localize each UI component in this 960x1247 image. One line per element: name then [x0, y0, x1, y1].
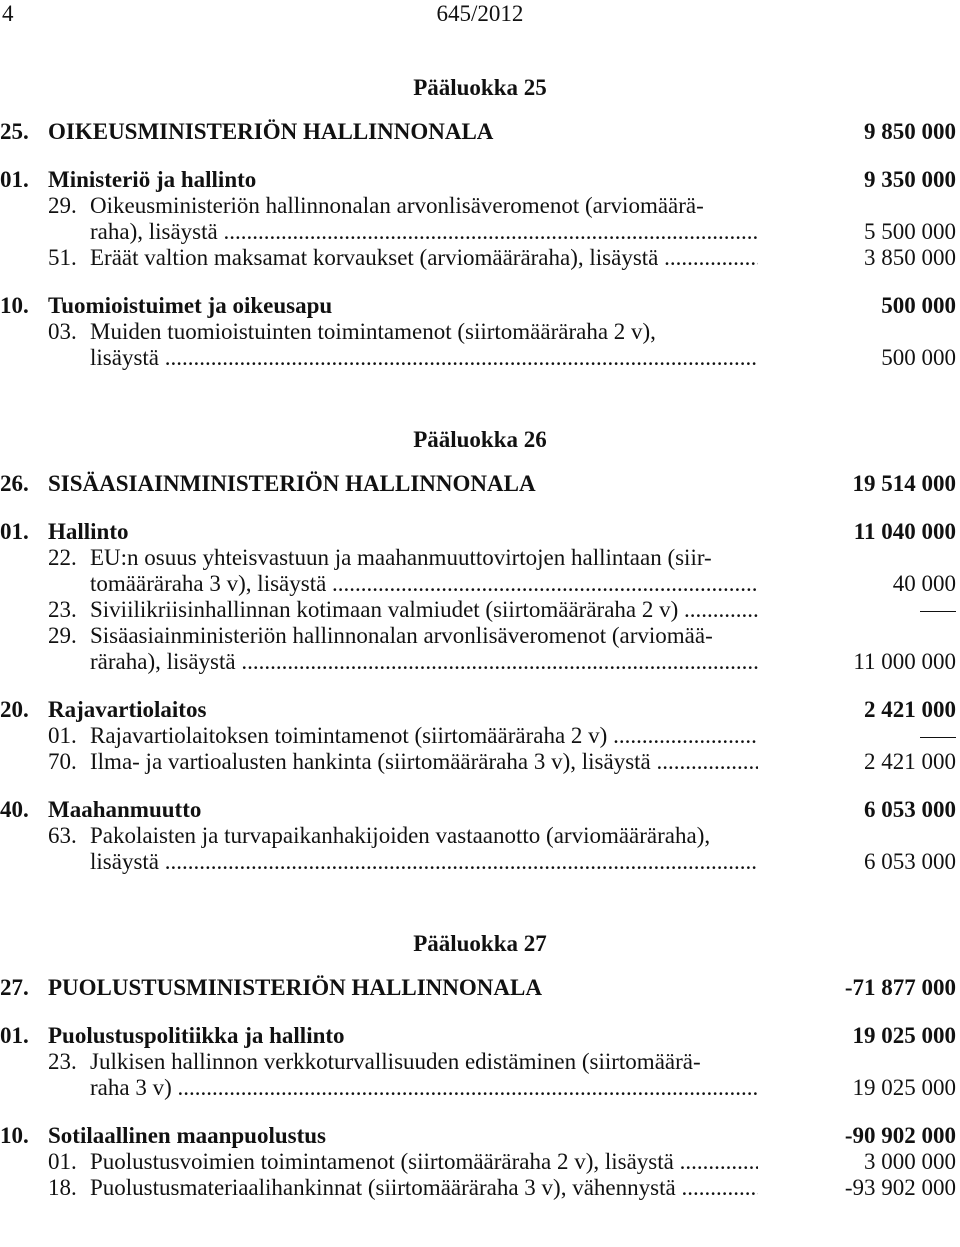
dash-mark	[920, 737, 956, 738]
item-row	[0, 545, 960, 571]
group-number: 10.	[0, 1123, 29, 1148]
item-row	[0, 319, 960, 345]
main-class-number: 27.	[0, 975, 29, 1000]
item-number: 23.	[48, 1049, 77, 1074]
group-name: Sotilaallinen maanpuolustus	[48, 1123, 327, 1148]
item-amount: 6 053 000	[864, 849, 956, 874]
group-row	[0, 697, 960, 723]
item-text: EU:n osuus yhteisvastuun ja maahanmuuttovirtojen hallintaan (siir-	[90, 545, 712, 570]
group-row	[0, 293, 960, 319]
item-text: Rajavartiolaitoksen toimintamenot (siirtomääräraha 2 v) .....	[90, 723, 758, 749]
item-row	[0, 597, 960, 623]
item-row	[0, 723, 960, 749]
group-amount: 19 025 000	[852, 1023, 956, 1048]
group-amount: 2 421 000	[864, 697, 956, 722]
group-number: 10.	[0, 293, 29, 318]
group-number: 20.	[0, 697, 29, 722]
item-number: 03.	[48, 319, 77, 344]
item-text: Siviilikriisinhallinnan kotimaan valmiudet (siirtomääräraha 2 v) .....	[90, 597, 758, 623]
main-class-row	[0, 471, 960, 497]
group-number: 01.	[0, 1023, 29, 1048]
group-amount: 6 053 000	[864, 797, 956, 822]
group-row	[0, 1023, 960, 1049]
item-row	[0, 193, 960, 219]
group-name: Rajavartiolaitos	[48, 697, 207, 722]
item-text: raha 3 v) .....	[90, 1075, 758, 1101]
group-amount: -90 902 000	[844, 1123, 956, 1148]
group-row	[0, 1123, 960, 1149]
main-class-row	[0, 975, 960, 1001]
item-row	[0, 1175, 960, 1201]
main-class-number: 26.	[0, 471, 29, 496]
item-text: Sisäasiainministeriön hallinnonalan arvonlisäveromenot (arviomää-	[90, 623, 713, 648]
item-amount: 3 000 000	[864, 1149, 956, 1174]
item-number: 51.	[48, 245, 77, 270]
item-text: lisäystä .....	[90, 345, 758, 371]
item-text: Muiden tuomioistuinten toimintamenot (siirtomääräraha 2 v),	[90, 319, 656, 344]
item-amount: 19 025 000	[852, 1075, 956, 1100]
section-title: Pääluokka 25	[413, 75, 547, 100]
section-title: Pääluokka 27	[413, 931, 547, 956]
item-number: 29.	[48, 193, 77, 218]
item-text: Oikeusministeriön hallinnonalan arvonlisäveromenot (arviomäärä-	[90, 193, 704, 218]
page-header	[0, 0, 960, 30]
item-row	[0, 245, 960, 271]
item-number: 23.	[48, 597, 77, 622]
item-row-continued	[0, 345, 960, 371]
item-text: räraha), lisäystä .....	[90, 649, 758, 675]
item-number: 01.	[48, 1149, 77, 1174]
group-name: Puolustuspolitiikka ja hallinto	[48, 1023, 345, 1048]
item-amount: 2 421 000	[864, 749, 956, 774]
item-number: 18.	[48, 1175, 77, 1200]
main-class-name: OIKEUSMINISTERIÖN HALLINNONALA	[48, 119, 494, 144]
group-number: 40.	[0, 797, 29, 822]
dash-mark	[920, 611, 956, 612]
item-amount: 5 500 000	[864, 219, 956, 244]
group-number: 01.	[0, 167, 29, 192]
publication-number: 645/2012	[436, 1, 524, 26]
item-row	[0, 623, 960, 649]
item-text: lisäystä .....	[90, 849, 758, 875]
budget-document	[0, 75, 960, 1201]
item-number: 63.	[48, 823, 77, 848]
item-number: 70.	[48, 749, 77, 774]
main-class-amount: 9 850 000	[864, 119, 956, 144]
item-row	[0, 1049, 960, 1075]
item-text: tomääräraha 3 v), lisäystä .....	[90, 571, 758, 597]
item-row	[0, 749, 960, 775]
group-name: Maahanmuutto	[48, 797, 202, 822]
item-row-continued	[0, 219, 960, 245]
item-amount: 500 000	[881, 345, 956, 370]
item-amount: 3 850 000	[864, 245, 956, 270]
item-text: Pakolaisten ja turvapaikanhakijoiden vastaanotto (arviomääräraha),	[90, 823, 711, 848]
group-row	[0, 797, 960, 823]
section-title: Pääluokka 26	[413, 427, 547, 452]
item-text: Puolustusvoimien toimintamenot (siirtomääräraha 2 v), lisäystä .....	[90, 1149, 758, 1175]
group-amount: 9 350 000	[864, 167, 956, 192]
item-amount-none	[920, 723, 956, 749]
item-text: Ilma- ja vartioalusten hankinta (siirtomääräraha 3 v), lisäystä .....	[90, 749, 758, 775]
item-row-continued	[0, 1075, 960, 1101]
main-class-amount: 19 514 000	[852, 471, 956, 496]
group-amount: 11 040 000	[853, 519, 956, 544]
item-row	[0, 823, 960, 849]
page-number: 4	[2, 1, 14, 26]
item-row-continued	[0, 649, 960, 675]
item-amount-none	[920, 597, 956, 623]
group-amount: 500 000	[881, 293, 956, 318]
item-number: 01.	[48, 723, 77, 748]
main-class-number: 25.	[0, 119, 29, 144]
item-row-continued	[0, 571, 960, 597]
main-class-name: SISÄASIAINMINISTERIÖN HALLINNONALA	[48, 471, 536, 496]
item-amount: -93 902 000	[844, 1175, 956, 1200]
main-class-amount: -71 877 000	[844, 975, 956, 1000]
item-text: Julkisen hallinnon verkkoturvallisuuden edistäminen (siirtomäärä-	[90, 1049, 701, 1074]
item-row-continued	[0, 849, 960, 875]
item-text: Puolustusmateriaalihankinnat (siirtomääräraha 3 v), vähennystä .....	[90, 1175, 758, 1201]
item-number: 22.	[48, 545, 77, 570]
item-number: 29.	[48, 623, 77, 648]
group-row	[0, 519, 960, 545]
group-name: Ministeriö ja hallinto	[48, 167, 257, 192]
group-name: Tuomioistuimet ja oikeusapu	[48, 293, 333, 318]
group-row	[0, 167, 960, 193]
item-text: raha), lisäystä .....	[90, 219, 758, 245]
main-class-name: PUOLUSTUSMINISTERIÖN HALLINNONALA	[48, 975, 542, 1000]
group-name: Hallinto	[48, 519, 129, 544]
item-amount: 40 000	[892, 571, 956, 596]
main-class-row	[0, 119, 960, 145]
item-amount: 11 000 000	[853, 649, 956, 674]
item-text: Eräät valtion maksamat korvaukset (arviomääräraha), lisäystä .....	[90, 245, 758, 271]
item-row	[0, 1149, 960, 1175]
group-number: 01.	[0, 519, 29, 544]
